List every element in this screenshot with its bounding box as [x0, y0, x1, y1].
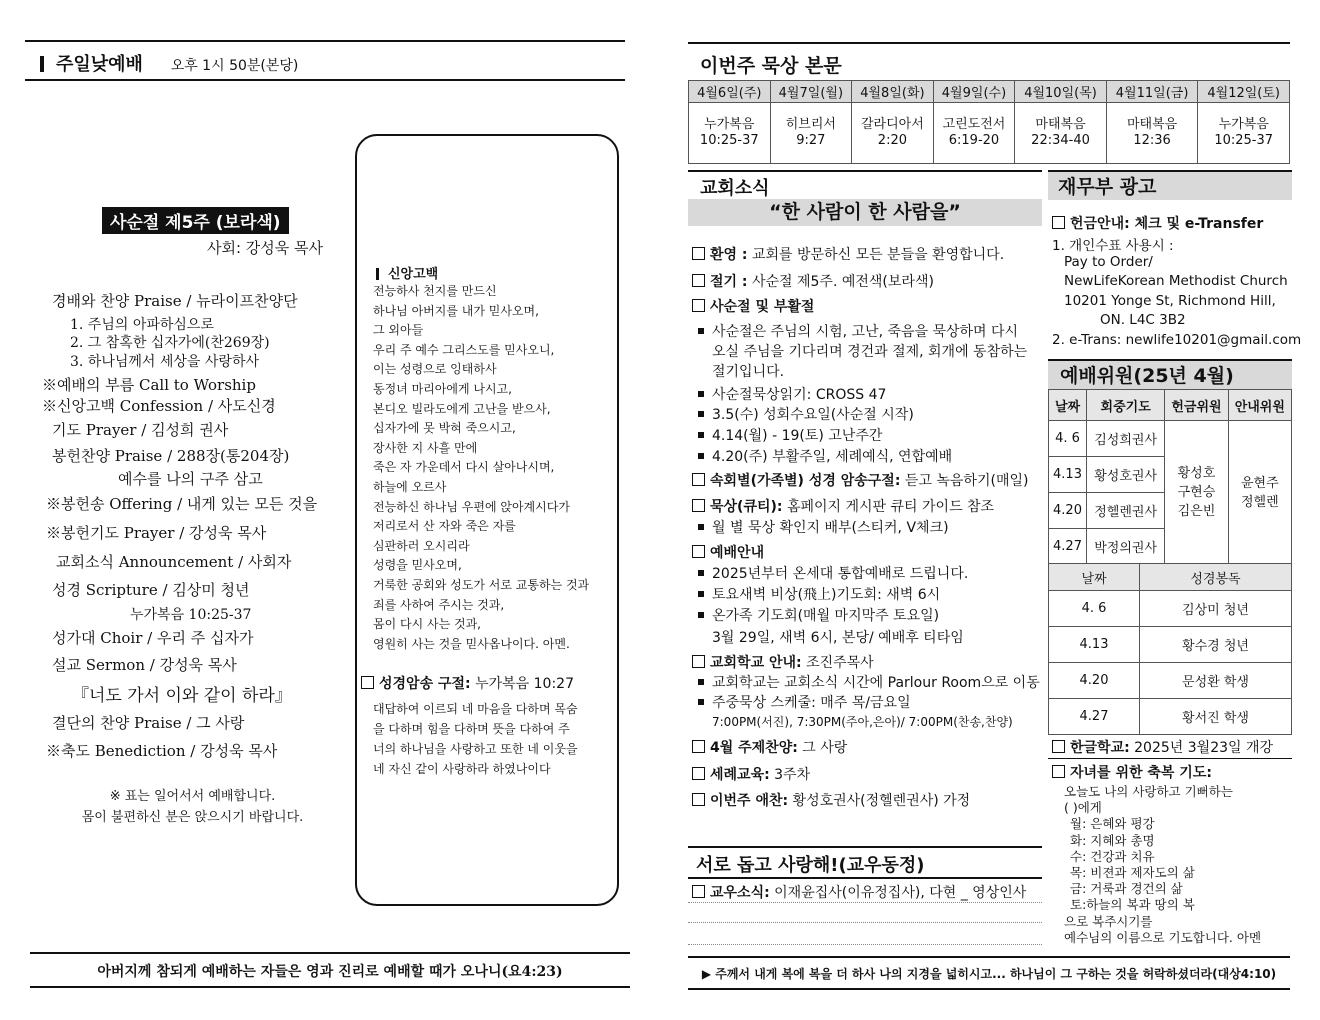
checkbox-icon [692, 274, 705, 287]
bullet-icon [698, 570, 704, 576]
news-text: 홈페이지 게시판 큐티 가이드 참조 [782, 499, 995, 515]
checkbox-icon [692, 473, 705, 486]
seated-note: 몸이 불편하신 분은 앉으시기 바랍니다. [81, 810, 304, 825]
news-item [692, 790, 970, 810]
worship-date: 4. 6 [1049, 421, 1087, 457]
memory-line: 을 다하며 힘을 다하며 뜻을 다하여 주 [373, 722, 570, 736]
bullet-icon [698, 679, 704, 685]
order-item: 예수를 나의 구주 삼고 [118, 470, 263, 488]
news-text: 4.14(월) - 19(토) 고난주간 [712, 428, 883, 444]
calendar-ref: 10:25-37 [1214, 133, 1274, 148]
memory-line: 대답하여 이르되 네 마음을 다하며 목숨 [373, 702, 578, 716]
dotted-line [688, 902, 1042, 903]
calendar-book: 고린도전서 [942, 117, 1006, 132]
news-item [698, 404, 914, 424]
order-item: 성가대 Choir / 우리 주 십자가 [52, 629, 254, 647]
news-text: 조진주목사 [801, 655, 874, 671]
news-text: 듣고 녹음하기(매일) [900, 473, 1029, 489]
calendar-book: 갈라디아서 [861, 117, 924, 132]
service-title: 주일낮예배 [56, 54, 143, 75]
order-item: ※축도 Benediction / 강성욱 목사 [46, 742, 278, 760]
worship-prayer: 박정의권사 [1087, 529, 1165, 565]
reading-header: 날짜 [1049, 564, 1140, 591]
fellowship-text: 이재윤집사(이유정집사), 다현 _ 영상인사 [769, 885, 1027, 901]
reading-date: 4.20 [1049, 663, 1140, 699]
memory-line: 너의 하나님을 사랑하고 또한 네 이웃을 [373, 742, 578, 756]
order-item: ※신앙고백 Confession / 사도신경 [42, 397, 276, 415]
news-text: 사순절은 주님의 시험, 고난, 죽음을 묵상하며 다시 [712, 324, 1019, 340]
creed-line: 전능하신 하나님 우편에 앉아계시다가 [373, 499, 570, 514]
fellowship-top-rule [688, 846, 1042, 848]
calendar-day: 4월9일(수) [933, 81, 1015, 103]
worship-header: 회중기도 [1087, 390, 1165, 421]
news-text: 2025년부터 온세대 통합예배로 드립니다. [712, 566, 969, 582]
news-item [698, 425, 882, 445]
order-item: 『너도 가서 이와 같이 하라』 [72, 686, 292, 706]
bullet-icon [698, 453, 704, 459]
news-text: 교회학교는 교회소식 시간에 Parlour Room으로 이동 [712, 675, 1040, 691]
news-text: 4.20(주) 부활주일, 세례예식, 연합예배 [712, 449, 953, 465]
left-footer-top-rule [30, 952, 630, 954]
worship-date: 4.27 [1049, 529, 1087, 565]
creed-line: 죽은 자 가운데서 다시 살아나시며, [373, 460, 555, 475]
order-item: ※예배의 부름 Call to Worship [42, 376, 256, 394]
blessing-line: 금: 거룩과 경건의 삶 [1070, 881, 1183, 897]
news-text: 토요새벽 비상(飛上)기도회: 새벽 6시 [712, 587, 941, 603]
news-text: 3주차 [769, 767, 811, 783]
creed-line: 하늘에 오르사 [373, 480, 447, 494]
news-label: 교회학교 안내: [710, 655, 802, 671]
blessing-line: 예수님의 이름으로 기도합니다. 아멘 [1064, 929, 1262, 945]
news-text: 온가족 기도회(매월 마지막주 토요일) [712, 608, 940, 624]
usher-committee [1228, 421, 1291, 565]
news-label: 예배안내 [710, 545, 765, 561]
news-text: 주중묵상 스케줄: 매주 목/금요일 [712, 695, 911, 711]
right-footer-top-rule [688, 956, 1290, 958]
creed-line: 죄를 사하여 주시는 것과, [373, 597, 505, 612]
order-item: ※봉헌송 Offering / 내게 있는 모든 것을 [46, 495, 318, 513]
news-text: 황성호권사(정헬렌권사) 가정 [788, 793, 971, 809]
calendar-book: 히브리서 [785, 117, 836, 132]
table-row [1049, 627, 1292, 663]
blessing-line: 목: 비젼과 제자도의 삶 [1070, 865, 1195, 880]
order-item: 성경 Scripture / 김상미 청년 [52, 581, 250, 599]
standing-note: ※ 표는 일어서서 예배합니다. [109, 789, 276, 804]
order-item: 누가복음 10:25-37 [130, 607, 252, 623]
bullet-icon [698, 328, 704, 334]
creed-line: 동정녀 마리아에게 나시고, [373, 382, 512, 396]
dotted-line [688, 922, 1042, 923]
blessing-title: 자녀를 위한 축복 기도: [1070, 765, 1212, 781]
news-item [692, 296, 814, 316]
left-top-rule [25, 40, 625, 42]
finance-line: NewLifeKorean Methodist Church [1064, 273, 1288, 289]
worship-date: 4.13 [1049, 457, 1087, 493]
news-text: 교회를 방문하신 모든 분들을 환영합니다. [747, 247, 1005, 263]
creed-line: 전능하사 천지를 만드신 [373, 284, 497, 298]
creed-line: 거룩한 공회와 성도가 서로 교통하는 것과 [373, 578, 590, 592]
creed-line: 영원히 사는 것을 믿사옵나이다. 아멘. [373, 636, 570, 651]
service-time: 오후 1시 50분(본당) [170, 58, 299, 74]
calendar-ref: 2:20 [877, 133, 907, 148]
season-title: 사순절 제5주 (보라색) [102, 207, 289, 234]
calendar-cell [852, 103, 934, 164]
bullet-icon [698, 699, 704, 705]
news-item [712, 627, 964, 647]
finance-line: 10201 Yonge St, Richmond Hill, [1064, 292, 1276, 309]
worship-header: 안내위원 [1228, 390, 1291, 421]
news-label: 세례교육: [710, 767, 770, 783]
hangul-label: 한글학교: [1070, 740, 1130, 756]
order-item: 2. 그 참혹한 십자가에(찬269장) [70, 335, 270, 351]
calendar-ref: 22:34-40 [1031, 133, 1090, 148]
finance-heading [1052, 213, 1263, 233]
news-text: 7:00PM(서진), 7:30PM(주아,은아)/ 7:00PM(찬송,찬양) [712, 715, 1013, 729]
memory-verse-heading [361, 673, 574, 693]
table-row [1049, 699, 1292, 735]
table-row [1049, 591, 1292, 627]
creed-line: 하나님 아버지를 내가 믿사오며, [373, 303, 539, 318]
left-footer-verse: 아버지께 참되게 예배하는 자들은 영과 진리로 예배할 때가 오나니(요4:23) [97, 964, 563, 980]
calendar-book: 누가복음 [1218, 117, 1269, 132]
fellowship-label: 교우소식: [710, 885, 770, 901]
committee-name: 황성호 [1177, 466, 1216, 481]
news-label: 묵상(큐티): [710, 499, 783, 515]
calendar-ref: 6:19-20 [948, 133, 1000, 148]
table-row [1049, 663, 1292, 699]
committee-name: 구현승 [1177, 485, 1216, 500]
news-item [712, 713, 1013, 730]
order-item: 교회소식 Announcement / 사회자 [56, 553, 292, 571]
motto: “한 사람이 한 사람을” [688, 199, 1042, 226]
creed-line: 우리 주 예수 그리스도를 믿사오니, [373, 342, 555, 357]
checkbox-icon [692, 767, 705, 780]
blessing-line: 월: 은혜와 평강 [1070, 816, 1155, 832]
order-item: 봉헌찬양 Praise / 288장(통204장) [52, 447, 290, 465]
finance-line: 2. e-Trans: newlife10201@gmail.com [1052, 331, 1302, 348]
news-item [692, 496, 994, 516]
memory-ref: 누가복음 10:27 [475, 676, 574, 692]
blessing-line: 수: 건강과 치유 [1070, 848, 1155, 864]
creed-heading [376, 263, 438, 282]
news-label: 절기 : [710, 274, 748, 290]
worship-header: 날짜 [1049, 390, 1087, 421]
finance-title: 재무부 광고 [1048, 170, 1292, 200]
order-item: 3. 하나님께서 세상을 사랑하사 [70, 354, 259, 370]
news-item [692, 271, 934, 291]
worship-header: 헌금위원 [1165, 390, 1228, 421]
calendar-cell [689, 103, 771, 164]
bullet-icon [698, 391, 704, 397]
creed-line: 장사한 지 사흘 만에 [373, 440, 478, 455]
fellowship-item [692, 882, 1026, 902]
checkbox-icon [692, 793, 705, 806]
left-footer-bottom-rule [30, 986, 630, 988]
checkbox-icon [692, 247, 705, 260]
calendar-cell [1106, 103, 1198, 164]
dotted-line [688, 944, 1042, 945]
calendar-book: 마태복음 [1126, 117, 1178, 132]
offering-committee [1165, 421, 1228, 565]
checkbox-icon [361, 676, 374, 689]
committee-name: 김은빈 [1177, 504, 1216, 519]
calendar-ref: 9:27 [796, 133, 826, 148]
news-item [698, 321, 1018, 341]
finance-line: 1. 개인수표 사용시 : [1052, 238, 1174, 254]
reading-date: 4.13 [1049, 627, 1140, 663]
reading-name: 황수경 청년 [1140, 627, 1292, 663]
right-footer-bottom-rule [688, 988, 1290, 990]
creed-line: 십자가에 못 박혀 죽으시고, [373, 421, 516, 436]
calendar-day: 4월7일(월) [770, 81, 852, 103]
hangul-school [1052, 737, 1273, 757]
order-item: 1. 주님의 아파하심으로 [70, 317, 214, 333]
blessing-line: 오늘도 나의 사랑하고 기뻐하는 [1064, 784, 1233, 799]
finance-line: Pay to Order/ [1064, 253, 1153, 270]
calendar-day: 4월8일(화) [852, 81, 934, 103]
order-item: 결단의 찬양 Praise / 그 사랑 [52, 714, 245, 732]
calendar-book: 마태복음 [1035, 117, 1086, 132]
worship-committee-title: 예배위원(25년 4월) [1048, 359, 1292, 389]
news-item [698, 563, 968, 583]
creed-line: 몸이 다시 사는 것과, [373, 617, 481, 632]
news-item [712, 341, 1027, 361]
header-bar-icon [40, 56, 44, 72]
blessing-line: 으로 복주시기를 [1064, 913, 1153, 929]
service-header [40, 50, 298, 76]
news-item [698, 692, 911, 712]
creed-line: 그 외아들 [373, 323, 424, 338]
fellowship-title: 서로 돕고 사랑해!(교우동정) [696, 855, 925, 876]
news-item [698, 672, 1040, 692]
meditation-title: 이번주 묵상 본문 [700, 55, 842, 77]
news-text: 3월 29일, 새벽 6시, 본당/ 예배후 티타임 [712, 630, 964, 646]
news-item [698, 605, 939, 625]
order-item: 경배와 찬양 Praise / 뉴라이프찬양단 [52, 292, 298, 310]
news-item [692, 470, 1028, 490]
news-item [698, 384, 886, 404]
bullet-icon [698, 411, 704, 417]
bullet-icon [698, 591, 704, 597]
news-text: 오실 주님을 기다리며 경건과 절제, 회개에 동참하는 [712, 344, 1028, 360]
committee-name: 윤현주 [1240, 475, 1279, 491]
worship-prayer: 황성호권사 [1087, 457, 1165, 493]
blessing-line: 화: 지혜와 총명 [1070, 832, 1155, 848]
news-item [698, 446, 952, 466]
order-item: 기도 Prayer / 김성희 권사 [52, 421, 229, 439]
calendar-cell [1015, 103, 1107, 164]
meditation-calendar [688, 80, 1290, 164]
news-label: 이번주 애찬: [710, 793, 789, 809]
news-label: 환영 : [710, 247, 748, 263]
creed-line: 본디오 빌라도에게 고난을 받으사, [373, 401, 551, 416]
creed-line: 이는 성령으로 잉태하사 [373, 362, 497, 377]
calendar-ref: 12:36 [1133, 133, 1171, 148]
memory-line: 네 자신 같이 사랑하라 하였나이다 [373, 762, 551, 776]
news-text: 절기입니다. [712, 364, 785, 380]
news-title: 교회소식 [700, 178, 770, 199]
creed-title: 신앙고백 [388, 267, 439, 282]
news-item [692, 244, 1004, 264]
checkbox-icon [1052, 765, 1065, 778]
right-top-rule [688, 42, 1290, 44]
order-item: ※봉헌기도 Prayer / 강성욱 목사 [46, 524, 267, 542]
bullet-icon [698, 524, 704, 530]
left-header-rule [25, 79, 625, 81]
creed-line: 저리로서 산 자와 죽은 자를 [373, 519, 516, 534]
hangul-text: 2025년 3월23일 개강 [1129, 740, 1274, 756]
news-text: 사순절묵상읽기: CROSS 47 [712, 387, 887, 403]
calendar-cell [1198, 103, 1290, 164]
finance-line: ON. L4C 3B2 [1100, 312, 1186, 328]
calendar-day: 4월11일(금) [1106, 81, 1198, 103]
checkbox-icon [692, 740, 705, 753]
bullet-icon [698, 432, 704, 438]
finance-head: 헌금안내: 체크 및 e-Transfer [1070, 216, 1264, 232]
news-text: 월 별 묵상 확인지 배부(스티커, V체크) [712, 520, 949, 536]
creed-bar-icon [376, 268, 379, 280]
blessing-line: 토:하늘의 복과 땅의 복 [1070, 897, 1195, 913]
blessing-heading [1052, 762, 1212, 782]
creed-line: 심판하러 오시리라 [373, 538, 470, 553]
calendar-book: 누가복음 [704, 117, 755, 132]
reading-name: 김상미 청년 [1140, 591, 1292, 627]
calendar-cell [770, 103, 852, 164]
checkbox-icon [692, 655, 705, 668]
news-label: 4월 주제찬양: [710, 740, 798, 756]
blessing-line: ( )에게 [1064, 800, 1102, 816]
worship-prayer: 정헬렌권사 [1087, 493, 1165, 529]
table-row [1049, 421, 1292, 457]
checkbox-icon [692, 299, 705, 312]
news-item [692, 652, 874, 672]
committee-name: 정헬렌 [1240, 494, 1279, 510]
right-footer-verse: ▶ 주께서 내게 복에 복을 더 하사 나의 지경을 넓히시고... 하나님이 그 구하는 것을 허락하셨더라(대상4:10) [701, 967, 1277, 981]
reading-date: 4.27 [1049, 699, 1140, 735]
news-item [712, 361, 784, 381]
news-label: 속회별(가족별) 성경 암송구절: [710, 473, 901, 489]
calendar-day: 4월10일(목) [1015, 81, 1107, 103]
checkbox-icon [692, 499, 705, 512]
news-text: 3.5(수) 성회수요일(사순절 시작) [712, 407, 914, 423]
calendar-day: 4월6일(주) [689, 81, 771, 103]
bullet-icon [698, 612, 704, 618]
news-item [692, 542, 764, 562]
news-text: 사순절 제5주. 예전색(보라색) [747, 274, 934, 290]
news-item [692, 764, 810, 784]
news-top-rule [688, 170, 1042, 172]
checkbox-icon [692, 885, 705, 898]
news-item [692, 737, 847, 757]
reading-header: 성경봉독 [1140, 564, 1292, 591]
worship-prayer: 김성희권사 [1087, 421, 1165, 457]
reading-name: 황서진 학생 [1140, 699, 1292, 735]
news-item [698, 584, 940, 604]
hangul-rule [1048, 758, 1292, 759]
checkbox-icon [1052, 216, 1065, 229]
news-text: 그 사랑 [797, 740, 848, 756]
checkbox-icon [692, 545, 705, 558]
memory-label: 성경암송 구절: [379, 676, 471, 692]
worship-date: 4.20 [1049, 493, 1087, 529]
scripture-reading-table [1048, 563, 1292, 735]
calendar-ref: 10:25-37 [699, 133, 759, 148]
news-label: 사순절 및 부활절 [710, 299, 815, 315]
creed-line: 성령을 믿사오며, [373, 558, 462, 573]
calendar-day: 4월12일(토) [1198, 81, 1290, 103]
worship-committee-table [1048, 389, 1292, 565]
fellowship-rule [688, 877, 1042, 879]
calendar-cell [933, 103, 1015, 164]
reading-date: 4. 6 [1049, 591, 1140, 627]
reading-name: 문성환 학생 [1140, 663, 1292, 699]
presider: 사회: 강성욱 목사 [207, 239, 324, 257]
order-item: 설교 Sermon / 강성욱 목사 [52, 656, 237, 674]
news-item [698, 517, 949, 537]
checkbox-icon [1052, 740, 1065, 753]
